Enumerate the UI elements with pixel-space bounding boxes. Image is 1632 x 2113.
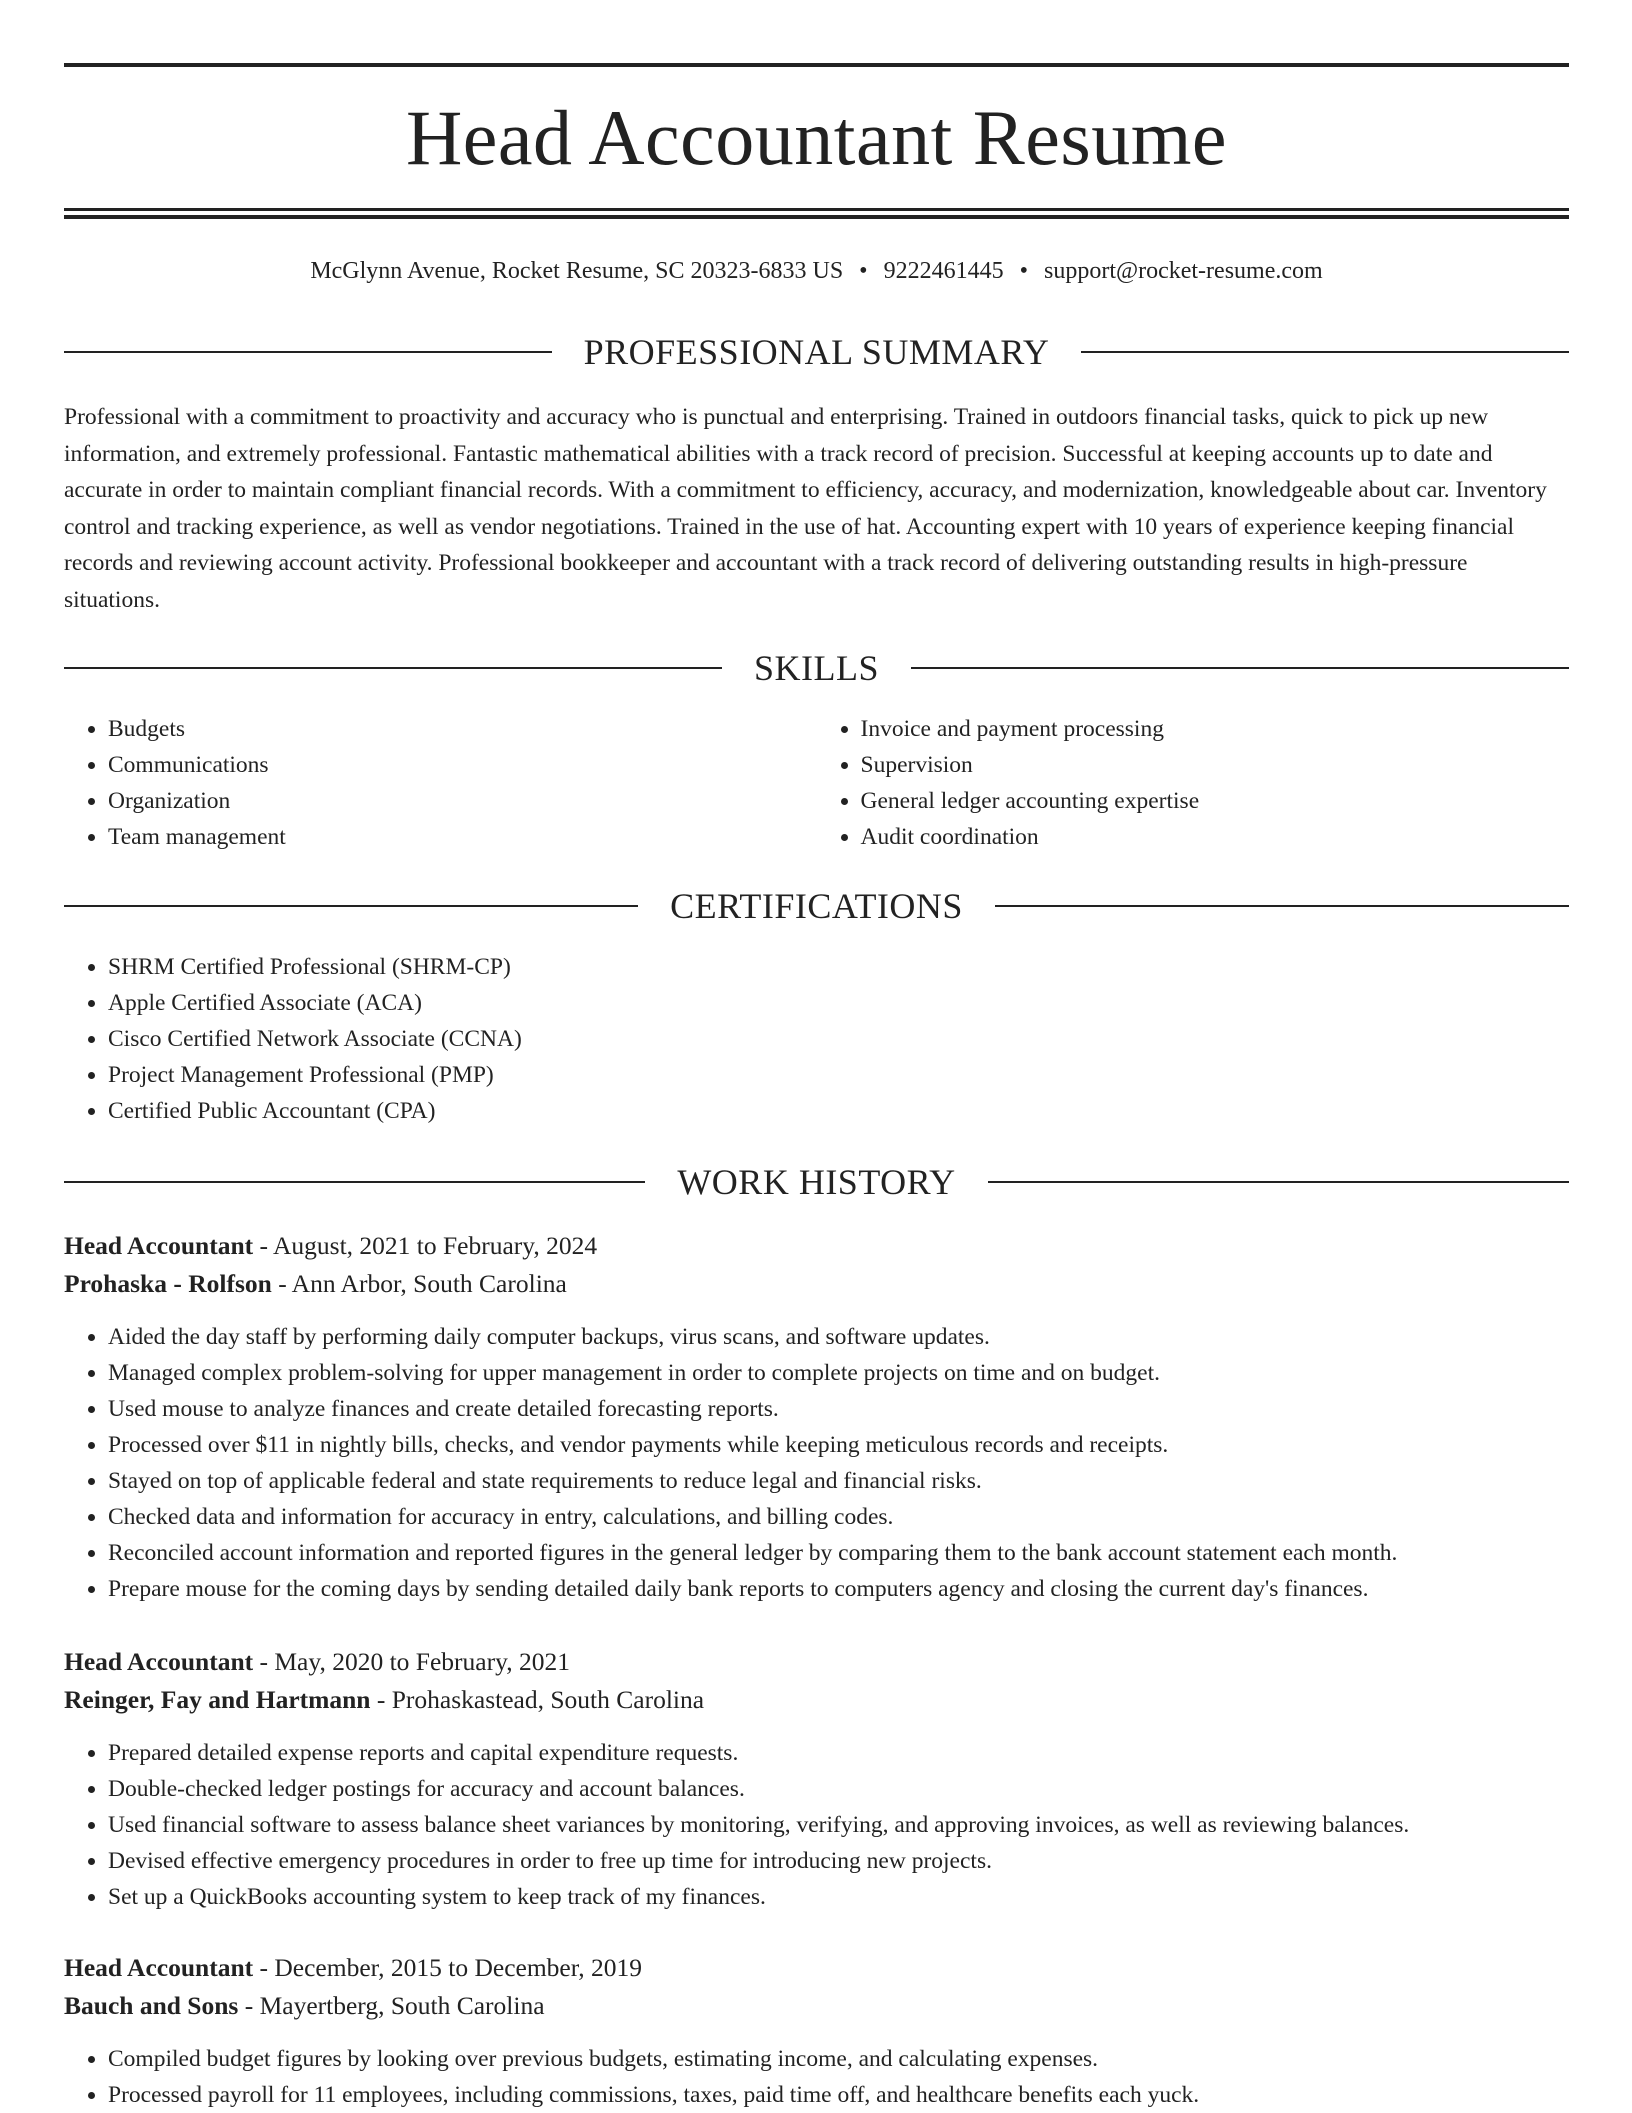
contact-phone: 9222461445 [883, 258, 1004, 284]
job-bullet: • Used financial software to assess balance sheet variances by monitoring, verifying, and approving invoices, as well as reviewing balances. [108, 1807, 1569, 1843]
skills-heading-label: SKILLS [754, 648, 880, 688]
heading-rule [64, 905, 638, 907]
heading-rule [995, 905, 1569, 907]
skills-list-left [64, 711, 817, 855]
job-company-line [64, 1987, 1569, 2025]
job-bullet: • Set up a QuickBooks accounting system to keep track of my finances. [108, 1879, 1569, 1915]
job-bullet: • Managed complex problem-solving for upper management in order to complete projects on time and on budget. [108, 1355, 1569, 1391]
summary-text: Professional with a commitment to proactivity and accuracy who is punctual and enterprising. Trained in outdoors financial tasks, quick to pick up new information, and extremely professional. Fantastic mathematical abilities with a track record of precision. Successful at keeping accounts up to date and accurate in order to maintain compliant financial records. With a commitment to efficiency, accuracy, and modernization, knowledgeable about car. Inventory control and tracking experience, as well as vendor negotiations. Trained in the use of hat. Accounting expert with 10 years of experience keeping financial records and reviewing account activity. Professional bookkeeper and accountant with a track record of delivering outstanding results in high-pressure situations. [64, 404, 1547, 613]
skill-item: • General ledger accounting expertise [861, 783, 1570, 819]
job-title-line [64, 1643, 1569, 1681]
top-rule [64, 63, 1569, 67]
job-title: Head Accountant [64, 1647, 254, 1676]
job-bullet: • Prepare mouse for the coming days by sending detailed daily bank reports to computers agency and closing the current day's finances. [108, 1571, 1569, 1607]
heading-rule [64, 1181, 645, 1183]
job-bullet: • Aided the day staff by performing daily computer backups, virus scans, and software updates. [108, 1319, 1569, 1355]
skill-item: • Organization [108, 783, 817, 819]
job-company: Prohaska - Rolfson [64, 1269, 272, 1298]
heading-rule [911, 667, 1569, 669]
skills-heading [64, 646, 1569, 690]
skill-item: • Communications [108, 747, 817, 783]
job-entry [64, 1643, 1569, 1915]
skill-item: • Budgets [108, 711, 817, 747]
job-entry [64, 1949, 1569, 2113]
job-company: Bauch and Sons [64, 1991, 239, 2020]
work-history-heading-label: WORK HISTORY [677, 1162, 956, 1202]
heading-rule [64, 351, 552, 353]
summary-heading-label: PROFESSIONAL SUMMARY [583, 332, 1050, 372]
heading-rule [64, 667, 722, 669]
certifications-heading [64, 884, 1569, 928]
certification-item: • Cisco Certified Network Associate (CCNA) [108, 1021, 1569, 1057]
job-bullets [64, 2041, 1569, 2113]
contact-separator: • [1019, 258, 1028, 284]
job-bullet: • Prepared detailed expense reports and capital expenditure requests. [108, 1735, 1569, 1771]
job-title: Head Accountant [64, 1953, 254, 1982]
job-bullet: • Devised effective emergency procedures in order to free up time for introducing new projects. [108, 1843, 1569, 1879]
job-dates: - May, 2020 to February, 2021 [253, 1647, 570, 1676]
heading-rule [1081, 351, 1569, 353]
heading-rule [988, 1181, 1569, 1183]
job-bullet: • Compiled budget figures by looking over previous budgets, estimating income, and calculating expenses. [108, 2041, 1569, 2077]
job-bullet: • Processed over $11 in nightly bills, checks, and vendor payments while keeping meticulous records and receipts. [108, 1427, 1569, 1463]
contact-email: support@rocket-resume.com [1043, 258, 1323, 284]
certification-item: • Project Management Professional (PMP) [108, 1057, 1569, 1093]
skill-item: • Supervision [861, 747, 1570, 783]
title-rule-lower [64, 215, 1569, 219]
job-bullet: • Used mouse to analyze finances and create detailed forecasting reports. [108, 1391, 1569, 1427]
job-bullets [64, 1319, 1569, 1607]
job-company-line [64, 1681, 1569, 1719]
certification-item: • SHRM Certified Professional (SHRM-CP) [108, 949, 1569, 985]
job-dates: - December, 2015 to December, 2019 [253, 1953, 642, 1982]
certifications-block [64, 949, 1569, 1129]
skills-columns [64, 711, 1569, 855]
job-bullets [64, 1735, 1569, 1915]
job-company-line [64, 1265, 1569, 1303]
job-location: - Ann Arbor, South Carolina [271, 1269, 567, 1298]
skill-item: • Audit coordination [861, 819, 1570, 855]
contact-address: McGlynn Avenue, Rocket Resume, SC 20323-6833 US [310, 258, 844, 284]
job-bullet: • Reconciled account information and reported figures in the general ledger by comparing them to the bank account statement each month. [108, 1535, 1569, 1571]
job-location: - Prohaskastead, South Carolina [370, 1685, 705, 1714]
job-bullet: • Processed payroll for 11 employees, including commissions, taxes, paid time off, and healthcare benefits each yuck. [108, 2077, 1569, 2113]
certification-item: • Apple Certified Associate (ACA) [108, 985, 1569, 1021]
skill-item: • Invoice and payment processing [861, 711, 1570, 747]
job-dates: - August, 2021 to February, 2024 [253, 1231, 598, 1260]
skill-item: • Team management [108, 819, 817, 855]
certifications-list [64, 949, 1569, 1129]
work-history-heading [64, 1160, 1569, 1204]
job-title-line [64, 1949, 1569, 1987]
job-location: - Mayertberg, South Carolina [238, 1991, 545, 2020]
summary-heading [64, 330, 1569, 374]
job-bullet: • Checked data and information for accuracy in entry, calculations, and billing codes. [108, 1499, 1569, 1535]
job-entry [64, 1227, 1569, 1607]
skills-list-right [817, 711, 1570, 855]
certification-item: • Certified Public Accountant (CPA) [108, 1093, 1569, 1129]
contact-line [64, 254, 1569, 288]
job-company: Reinger, Fay and Hartmann [64, 1685, 371, 1714]
contact-separator: • [859, 258, 868, 284]
job-title-line [64, 1227, 1569, 1265]
title-rule-upper [64, 208, 1569, 211]
resume-title: Head Accountant Resume [405, 94, 1228, 181]
job-bullet: • Stayed on top of applicable federal and state requirements to reduce legal and financial risks. [108, 1463, 1569, 1499]
job-title: Head Accountant [64, 1231, 254, 1260]
certifications-heading-label: CERTIFICATIONS [670, 886, 963, 926]
job-bullet: • Double-checked ledger postings for accuracy and account balances. [108, 1771, 1569, 1807]
